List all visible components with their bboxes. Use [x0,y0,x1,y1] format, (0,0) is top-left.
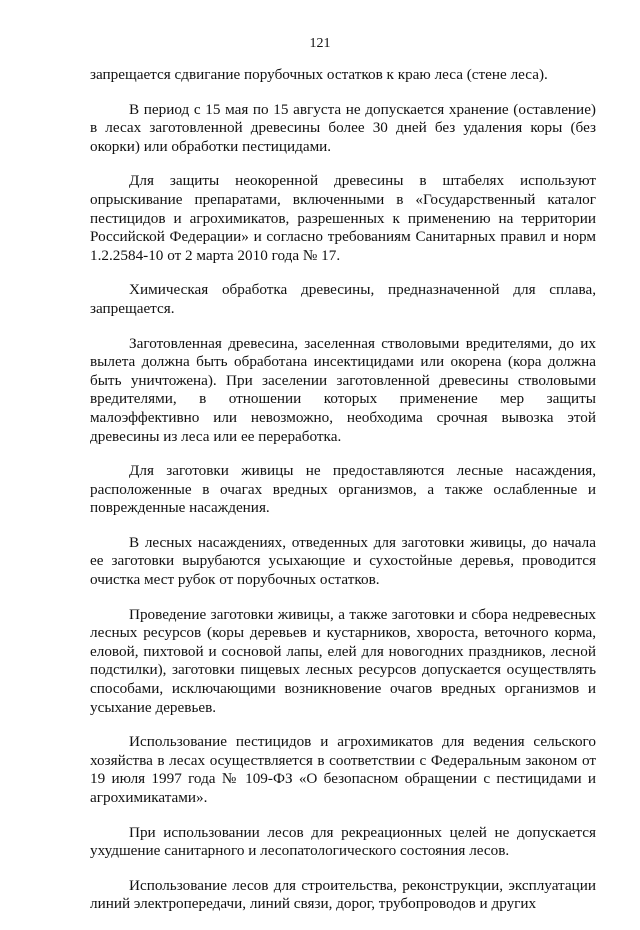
paragraph-spraying: Для защиты неокоренной древесины в штабелях используют опрыскивание препаратами, включенными в «Государственный каталог пестицидов и агрохимикатов, разрешенных к применению на территории Российской Федерации» и согласно требованиям Санитарных правил и норм 1.2.2584-10 от 2 марта 2010 года № 17. [90,172,596,264]
paragraph-resin-restriction: Для заготовки живицы не предоставляются лесные насаждения, расположенные в очагах вредных организмов, а также ослабленные и поврежденные насаждения. [90,462,596,517]
paragraph-rafting: Химическая обработка древесины, предназначенной для сплава, запрещается. [90,281,596,317]
paragraph-non-timber: Проведение заготовки живицы, а также заготовки и сбора недревесных лесных ресурсов (коры деревьев и кустарников, хвороста, веточного корма, еловой, пихтовой и сосновой лапы, елей для новогодних праздников, лесной подстилки), заготовки пищевых лесных ресурсов допускается осуществлять способами, исключающими возникновение очагов вредных организмов и усыхание деревьев. [90,605,596,716]
page-number: 121 [309,36,331,51]
paragraph-recreation: При использовании лесов для рекреационных целей не допускается ухудшение санитарного и лесопатологического состояния лесов. [90,823,596,860]
paragraph-pesticides-law: Использование пестицидов и агрохимикатов для ведения сельского хозяйства в лесах осуществляется в соответствии с Федеральным законом от 19 июля 1997 года № 109-ФЗ «О безопасном обращении с пестицидами и агрохимикатами». [90,733,596,806]
paragraph-construction: Использование лесов для строительства, реконструкции, эксплуатации линий электропередачи, линий связи, дорог, трубопроводов и других [90,876,596,913]
paragraph-resin-clearing: В лесных насаждениях, отведенных для заготовки живицы, до начала ее заготовки вырубаются усыхающие и сухостойные деревья, проводится очистка мест рубок от порубочных остатков. [90,533,596,589]
paragraph-continuation: запрещается сдвигание порубочных остатков к краю леса (стене леса). [90,66,548,83]
document-body [90,66,596,930]
paragraph-pests: Заготовленная древесина, заселенная стволовыми вредителями, до их вылета должна быть обработана инсектицидами или окорена (кора должна быть уничтожена). При заселении заготовленной древесины стволовыми вредителями, в отношении которых применение мер защиты малоэффективно или невозможно, необходима срочная вывозка этой древесины из леса или ее переработка. [90,334,596,445]
paragraph-bark-storage: В период с 15 мая по 15 августа не допускается хранение (оставление) в лесах заготовленной древесины более 30 дней без удаления коры (без окорки) или обработки пестицидами. [90,100,596,155]
